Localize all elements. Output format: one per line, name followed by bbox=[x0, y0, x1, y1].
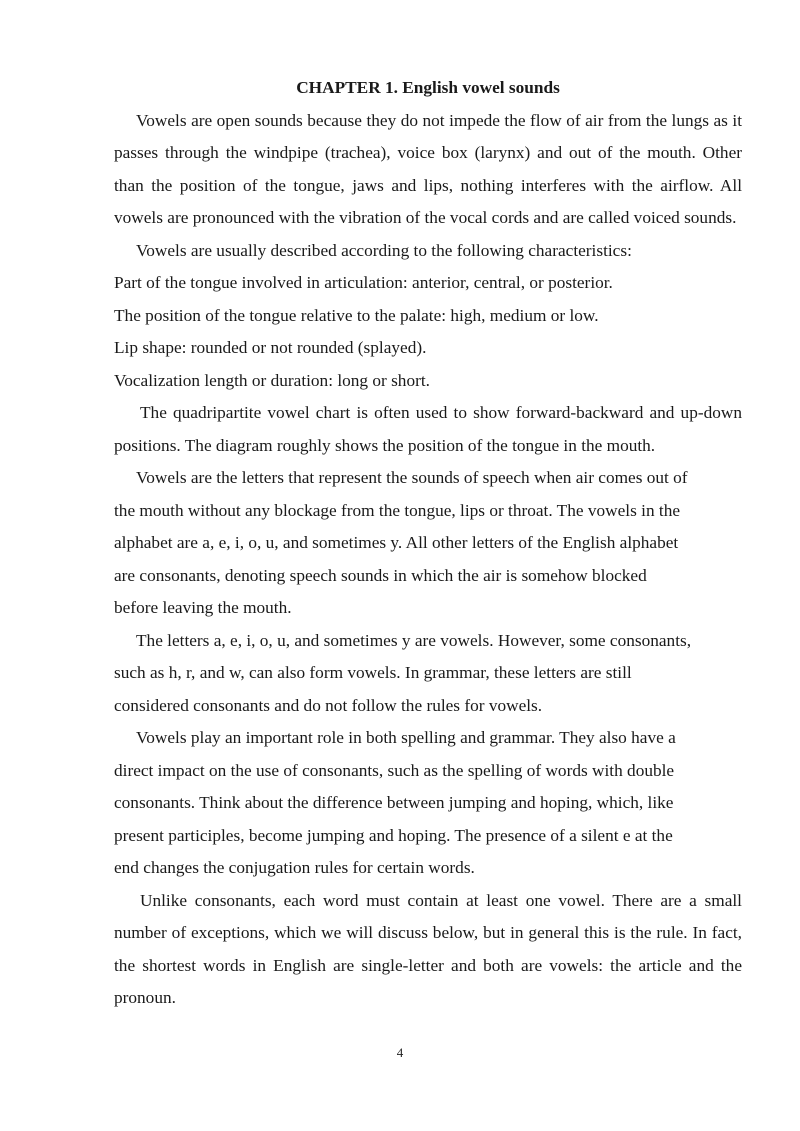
paragraph-characteristics-intro: Vowels are usually described according to the following characteristics: bbox=[136, 240, 632, 260]
paragraph-vowel-chart: The quadripartite vowel chart is often used to show forward-backward and up-down positions. The diagram roughly shows the position of the tongue in the mouth. bbox=[114, 403, 742, 455]
text-line: alphabet are a, e, i, o, u, and sometimes y. All other letters of the English alphabet bbox=[114, 533, 679, 552]
list-item: Lip shape: rounded or not rounded (splayed). bbox=[114, 338, 427, 357]
paragraph-consonants-as-vowels bbox=[114, 625, 742, 723]
list-item: The position of the tongue relative to the palate: high, medium or low. bbox=[114, 305, 599, 325]
text-line: Vowels are the letters that represent the sounds of speech when air comes out of bbox=[136, 468, 688, 487]
text-line: such as h, r, and w, can also form vowels. In grammar, these letters are still bbox=[114, 663, 632, 682]
characteristics-list bbox=[114, 267, 742, 397]
paragraph-spelling-grammar bbox=[114, 722, 742, 885]
text-line: the mouth without any blockage from the tongue, lips or throat. The vowels in the bbox=[114, 500, 681, 520]
text-line: present participles, become jumping and hoping. The presence of a silent e at the bbox=[114, 825, 673, 845]
text-line: are consonants, denoting speech sounds in which the air is somehow blocked bbox=[114, 565, 647, 585]
page-number: 4 bbox=[396, 1045, 404, 1060]
text-line: The letters a, e, i, o, u, and sometimes y are vowels. However, some consonants, bbox=[136, 630, 692, 650]
list-item: Vocalization length or duration: long or short. bbox=[114, 370, 430, 390]
list-item: Part of the tongue involved in articulation: anterior, central, or posterior. bbox=[114, 273, 613, 292]
text-line: direct impact on the use of consonants, such as the spelling of words with double bbox=[114, 760, 675, 780]
document-page bbox=[114, 72, 742, 1015]
text-line: before leaving the mouth. bbox=[114, 598, 292, 617]
text-line: consonants. Think about the difference between jumping and hoping, which, like bbox=[114, 793, 674, 812]
text-line: Vowels play an important role in both spelling and grammar. They also have a bbox=[136, 728, 676, 747]
chapter-title: CHAPTER 1. English vowel sounds bbox=[296, 78, 560, 97]
text-line: end changes the conjugation rules for certain words. bbox=[114, 858, 475, 877]
paragraph-vowel-letters bbox=[114, 462, 742, 625]
text-line: considered consonants and do not follow the rules for vowels. bbox=[114, 695, 543, 715]
paragraph-vowels-open-sounds: Vowels are open sounds because they do not impede the flow of air from the lungs as it passes through the windpipe (trachea), voice box (larynx) and out of the mouth. Other than the position of the tongue, jaws and lips, nothing interferes with the airflow. All vowels are pronounced with the vibration of the vocal cords and are called voiced sounds. bbox=[114, 110, 742, 227]
paragraph-each-word-vowel: Unlike consonants, each word must contain at least one vowel. There are a small number of exceptions, which we will discuss below, but in general this is the rule. In fact, the shortest words in English are single-letter and both are vowels: the article and the pronoun. bbox=[114, 890, 742, 1007]
